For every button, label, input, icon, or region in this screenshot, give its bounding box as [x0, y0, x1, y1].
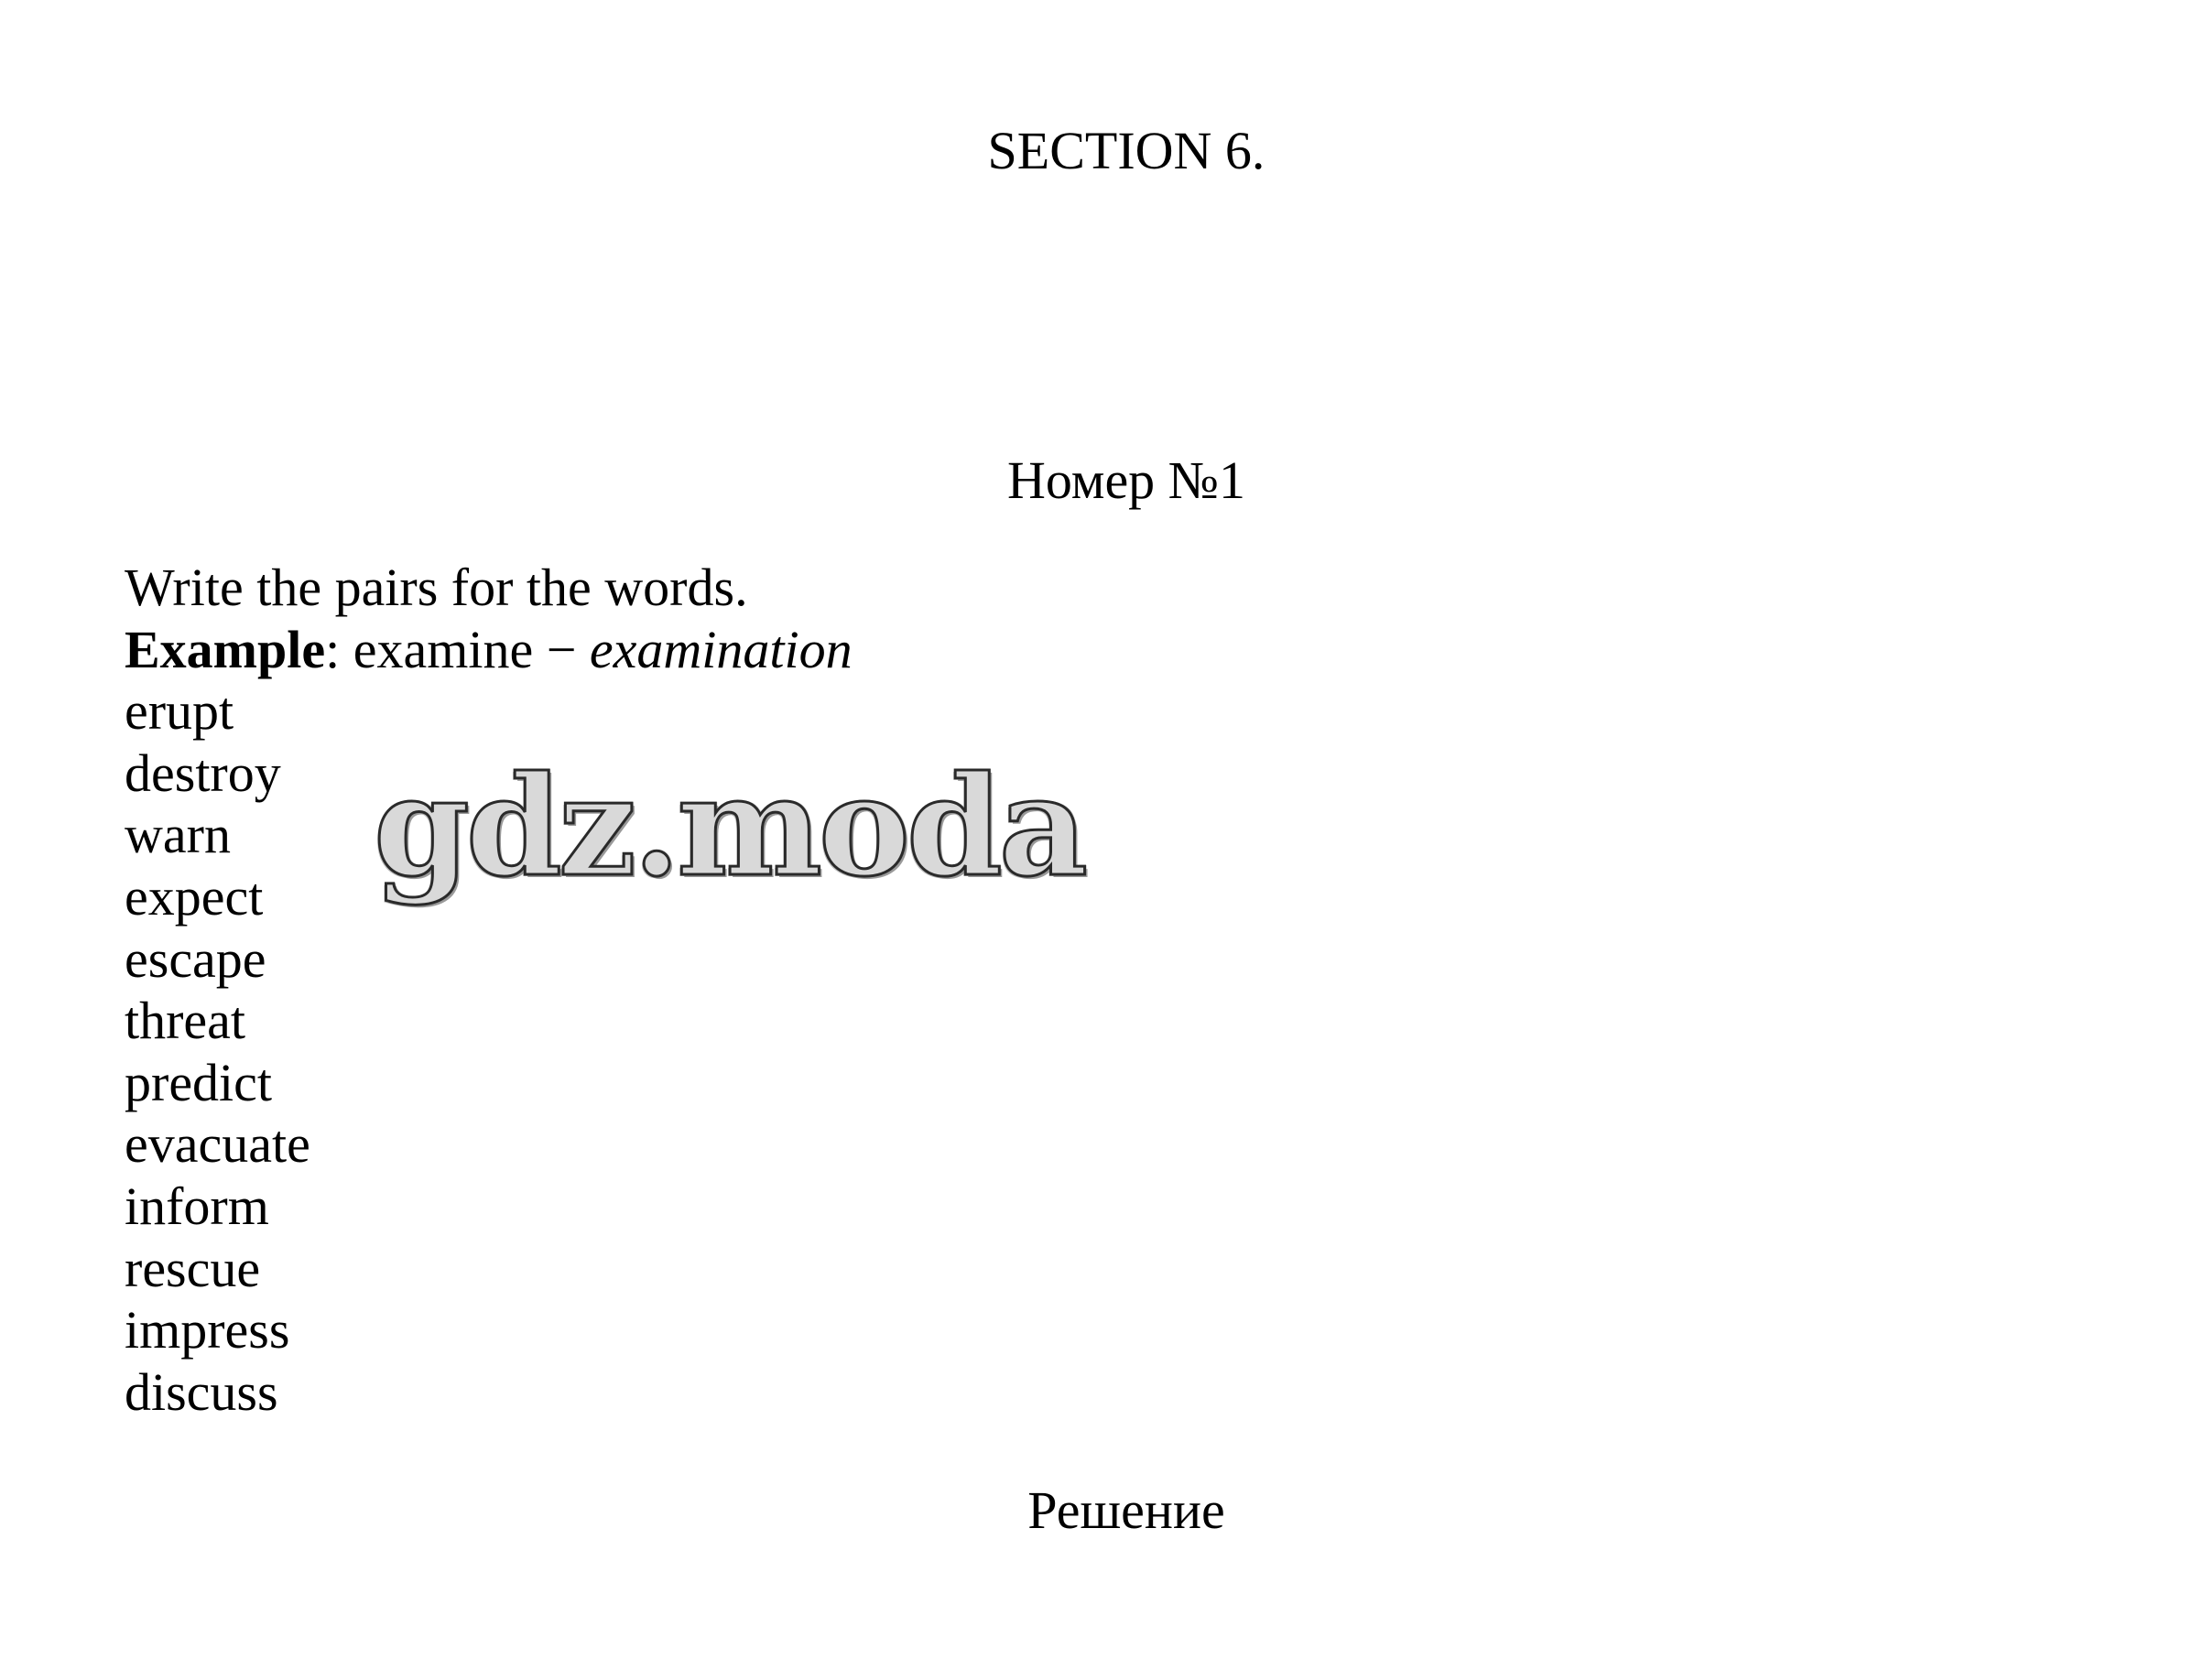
- watermark-logo: gdz.moda: [374, 746, 1085, 907]
- example-answer: examination: [589, 619, 853, 679]
- task-body: [125, 557, 853, 1423]
- list-item: escape: [125, 928, 266, 989]
- example-word: examine −: [353, 619, 590, 679]
- example-line: [125, 619, 853, 681]
- list-item: expect: [125, 866, 264, 927]
- list-item: inform: [125, 1176, 269, 1236]
- task-instruction: Write the pairs for the words.: [125, 558, 748, 617]
- list-item: discuss: [125, 1361, 278, 1422]
- section-title: SECTION 6.: [987, 121, 1265, 180]
- list-item: rescue: [125, 1238, 261, 1298]
- list-item: erupt: [125, 681, 234, 742]
- task-number-heading: Номер №1: [1006, 450, 1246, 510]
- example-label: Example: [125, 619, 326, 679]
- list-item: threat: [125, 991, 246, 1051]
- solution-label: Решение: [1027, 1480, 1225, 1540]
- list-item: evacuate: [125, 1114, 310, 1175]
- list-item: impress: [125, 1300, 290, 1360]
- example-separator: :: [325, 619, 353, 679]
- list-item: destroy: [125, 742, 281, 803]
- list-item: predict: [125, 1052, 273, 1112]
- list-item: warn: [125, 805, 231, 865]
